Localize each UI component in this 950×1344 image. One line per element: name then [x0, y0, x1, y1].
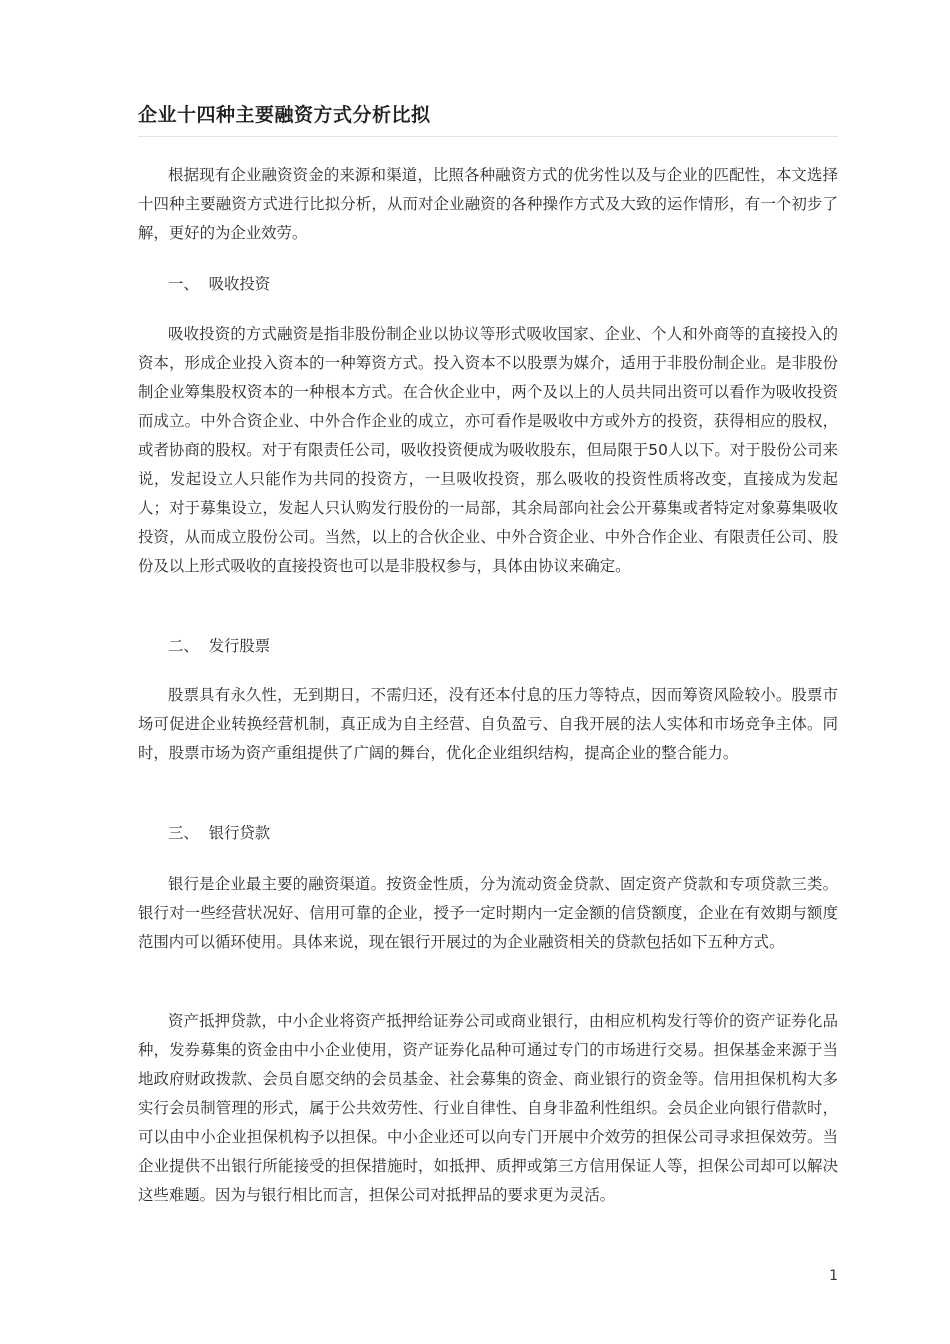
page-number: 1	[829, 1268, 838, 1284]
document-title: 企业十四种主要融资方式分析比拟	[138, 104, 431, 126]
section-heading-3: 三、 银行贷款	[168, 824, 271, 842]
title-divider	[138, 136, 838, 137]
section-body-3-continued: 资产抵押贷款，中小企业将资产抵押给证券公司或商业银行，由相应机构发行等价的资产证券化品种，发券募集的资金由中小企业使用，资产证券化品种可通过专门的市场进行交易。担保基金来源于当地政府财政拨款、会员自愿交纳的会员基金、社会募集的资金、商业银行的资金等。信用担保机构大多实行会员制管理的形式，属于公共效劳性、行业自律性、自身非盈利性组织。会员企业向银行借款时，可以由中小企业担保机构予以担保。中小企业还可以向专门开展中介效劳的担保公司寻求担保效劳。当企业提供不出银行所能接受的担保措施时，如抵押、质押或第三方信用保证人等，担保公司却可以解决这些难题。因为与银行相比而言，担保公司对抵押品的要求更为灵活。	[138, 1012, 838, 1204]
section-body-1: 吸收投资的方式融资是指非股份制企业以协议等形式吸收国家、企业、个人和外商等的直接投入的资本，形成企业投入资本的一种筹资方式。投入资本不以股票为媒介，适用于非股份制企业。是非股份制企业筹集股权资本的一种根本方式。在合伙企业中，两个及以上的人员共同出资可以看作为吸收投资而成立。中外合资企业、中外合作企业的成立，亦可看作是吸收中方或外方的投资，获得相应的股权，或者协商的股权。对于有限责任公司，吸收投资便成为吸收股东，但局限于50人以下。对于股份公司来说，发起设立人只能作为共同的投资方，一旦吸收投资，那么吸收的投资性质将改变，直接成为发起人；对于募集设立，发起人只认购发行股份的一局部，其余局部向社会公开募集或者特定对象募集吸收投资，从而成立股份公司。当然，以上的合伙企业、中外合资企业、中外合作企业、有限责任公司、股份及以上形式吸收的直接投资也可以是非股权参与，具体由协议来确定。	[138, 325, 838, 575]
section-heading-1: 一、 吸收投资	[168, 275, 271, 293]
section-heading-2: 二、 发行股票	[168, 637, 271, 655]
intro-paragraph: 根据现有企业融资资金的来源和渠道，比照各种融资方式的优劣性以及与企业的匹配性，本文选择十四种主要融资方式进行比拟分析，从而对企业融资的各种操作方式及大致的运作情形，有一个初步了解，更好的为企业效劳。	[138, 166, 838, 242]
section-body-2: 股票具有永久性，无到期日，不需归还，没有还本付息的压力等特点，因而筹资风险较小。股票市场可促进企业转换经营机制，真正成为自主经营、自负盈亏、自我开展的法人实体和市场竞争主体。同时，股票市场为资产重组提供了广阔的舞台，优化企业组织结构，提高企业的整合能力。	[138, 686, 838, 762]
section-body-3: 银行是企业最主要的融资渠道。按资金性质，分为流动资金贷款、固定资产贷款和专项贷款三类。银行对一些经营状况好、信用可靠的企业，授予一定时期内一定金额的信贷额度，企业在有效期与额度范围内可以循环使用。具体来说，现在银行开展过的为企业融资相关的贷款包括如下五种方式。	[138, 875, 838, 951]
